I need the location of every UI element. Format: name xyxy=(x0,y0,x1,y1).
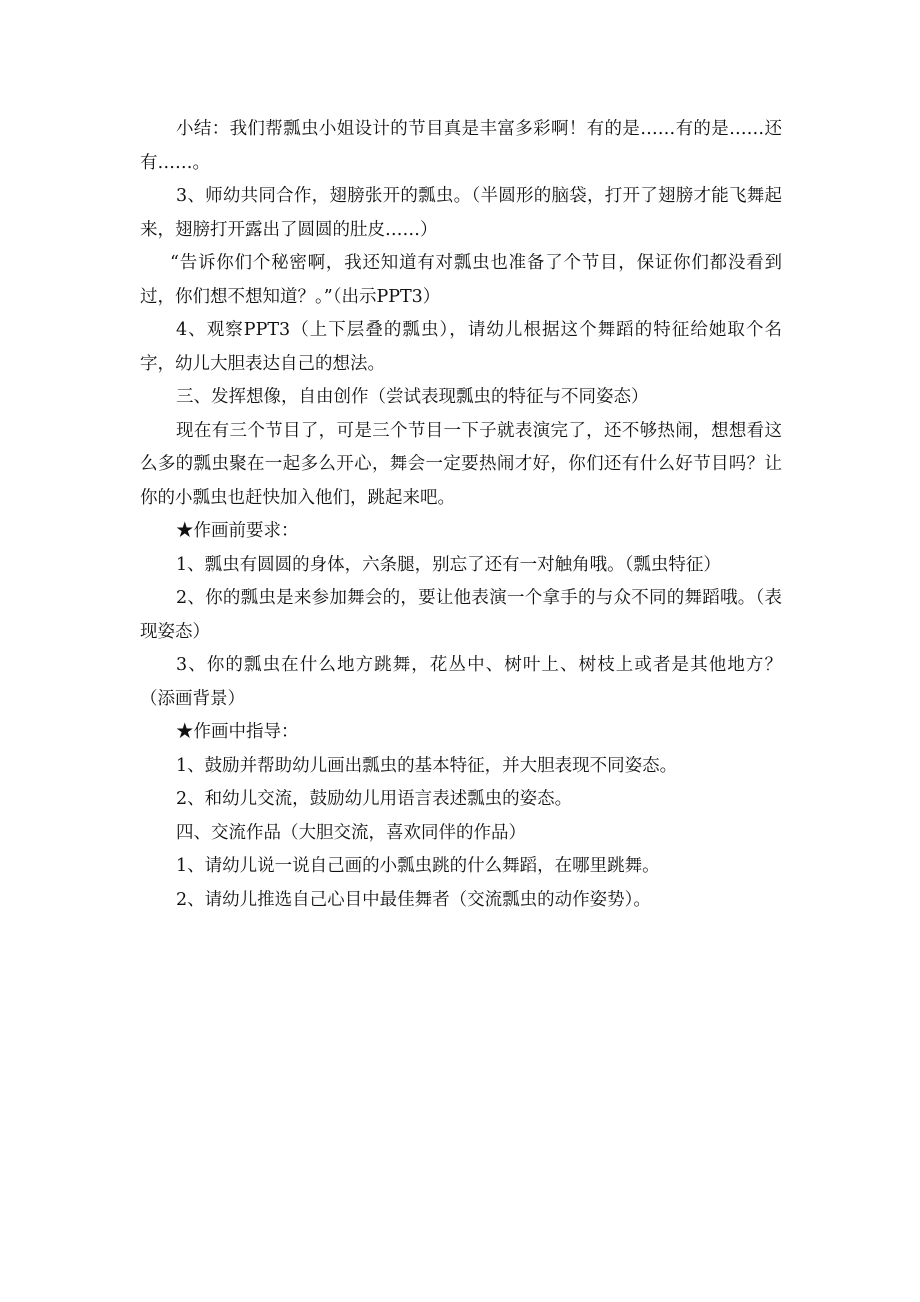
section-3-heading: 三、发挥想像，自由创作（尝试表现瓢虫的特征与不同姿态） xyxy=(176,387,649,407)
step-3-paragraph: 3、师幼共同合作，翅膀张开的瓢虫。（半圆形的脑袋，打开了翅膀才能飞舞起来，翅膀打开露出了圆圆的肚皮……） xyxy=(140,186,782,240)
section-4-heading: 四、交流作品（大胆交流，喜欢同伴的作品） xyxy=(176,822,526,843)
requirement-1: 1、瓢虫有圆圆的身体，六条腿，别忘了还有一对触角哦。（瓢虫特征） xyxy=(176,554,721,575)
document-body xyxy=(140,113,782,917)
drawing-guidance-heading: ★作画中指导： xyxy=(176,722,299,742)
intro-paragraph: 现在有三个节目了，可是三个节目一下子就表演完了，还不够热闹，想想看这么多的瓢虫聚在一起多么开心，舞会一定要热闹才好，你们还有什么好节目吗？让你的小瓢虫也赶快加入他们，跳起来吧。 xyxy=(140,420,782,508)
guidance-1: 1、鼓励并帮助幼儿画出瓢虫的基本特征，并大胆表现不同姿态。 xyxy=(176,755,678,776)
exchange-2: 2、请幼儿推选自己心目中最佳舞者（交流瓢虫的动作姿势）。 xyxy=(176,889,651,910)
requirement-2: 2、你的瓢虫是来参加舞会的，要让他表演一个拿手的与众不同的舞蹈哦。（表现姿态） xyxy=(140,588,782,642)
guidance-2: 2、和幼儿交流，鼓励幼儿用语言表述瓢虫的姿态。 xyxy=(176,789,573,809)
summary-paragraph: 小结：我们帮瓢虫小姐设计的节目真是丰富多彩啊！有的是……有的是……还有……。 xyxy=(140,119,782,173)
requirement-3: 3、你的瓢虫在什么地方跳舞，花丛中、树叶上、树枝上或者是其他地方？（添画背景） xyxy=(140,655,782,709)
step-4-paragraph: 4、观察PPT3（上下层叠的瓢虫），请幼儿根据这个舞蹈的特征给她取个名字，幼儿大胆表达自己的想法。 xyxy=(140,320,782,374)
exchange-1: 1、请幼儿说一说自己画的小瓢虫跳的什么舞蹈，在哪里跳舞。 xyxy=(176,856,660,876)
secret-quote-paragraph: “告诉你们个秘密啊，我还知道有对瓢虫也准备了个节目，保证你们都没看到过，你们想不想知道？。”（出示PPT3） xyxy=(140,253,782,307)
pre-drawing-requirements-heading: ★作画前要求： xyxy=(176,521,299,541)
